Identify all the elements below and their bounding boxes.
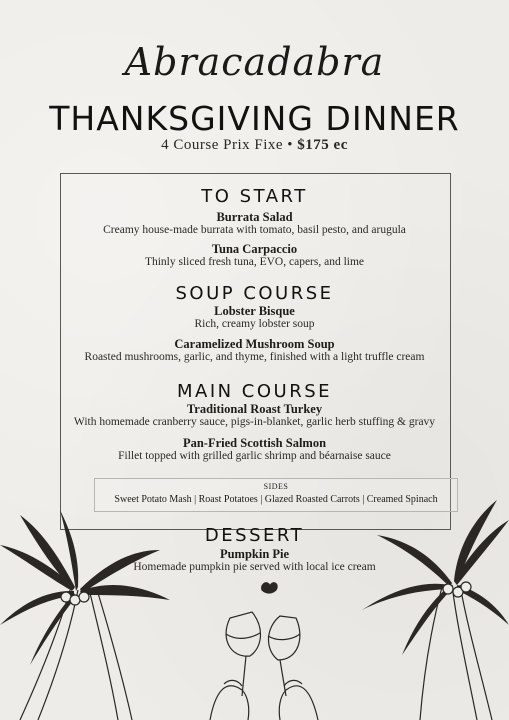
menu-item-name: Tuna Carpaccio — [211, 242, 298, 256]
menu-item-name: Traditional Roast Turkey — [186, 402, 323, 416]
menu-item-name: Burrata Salad — [216, 210, 293, 224]
wine-glasses-toast-illustration — [190, 578, 330, 720]
menu-item-desc: With homemade cranberry sauce, pigs-in-blanket, garlic herb stuffing & gravy — [73, 416, 436, 428]
section-heading: MAIN COURSE — [176, 381, 333, 402]
subtitle — [0, 137, 509, 154]
subtitle-text: 4 Course Prix Fixe • — [161, 137, 298, 153]
sides-label: SIDES — [263, 482, 289, 491]
section-to-start — [0, 186, 509, 269]
menu-item-name: Pumpkin Pie — [219, 547, 290, 561]
menu-item-name: Caramelized Mushroom Soup — [174, 337, 335, 351]
section-heading: SOUP COURSE — [175, 283, 334, 304]
price: $175 ec — [297, 137, 348, 153]
section-heading: DESSERT — [204, 525, 305, 546]
palm-tree-right-illustration — [362, 495, 509, 720]
brand-logo: Abracadabra — [124, 40, 385, 84]
menu-item-desc: Thinly sliced fresh tuna, EVO, capers, and lime — [144, 256, 365, 268]
menu-item-desc: Roasted mushrooms, garlic, and thyme, finished with a light truffle cream — [84, 351, 425, 363]
section-main-course — [0, 381, 509, 463]
menu-item-desc: Rich, creamy lobster soup — [194, 318, 315, 330]
section-soup-course — [0, 283, 509, 364]
section-heading: TO START — [201, 186, 308, 207]
menu-item-desc: Fillet topped with grilled garlic shrimp and béarnaise sauce — [118, 450, 391, 462]
page-title: THANKSGIVING DINNER — [49, 99, 460, 138]
sides-list: Sweet Potato Mash | Roast Potatoes | Glazed Roasted Carrots | Creamed Spinach — [114, 494, 438, 505]
palm-tree-left-illustration — [0, 505, 175, 720]
menu-item-desc: Homemade pumpkin pie served with local ice cream — [133, 561, 376, 573]
menu-item-desc: Creamy house-made burrata with tomato, basil pesto, and arugula — [103, 224, 406, 236]
menu-item-name: Lobster Bisque — [214, 304, 295, 318]
menu-item-name: Pan-Fried Scottish Salmon — [182, 436, 327, 450]
